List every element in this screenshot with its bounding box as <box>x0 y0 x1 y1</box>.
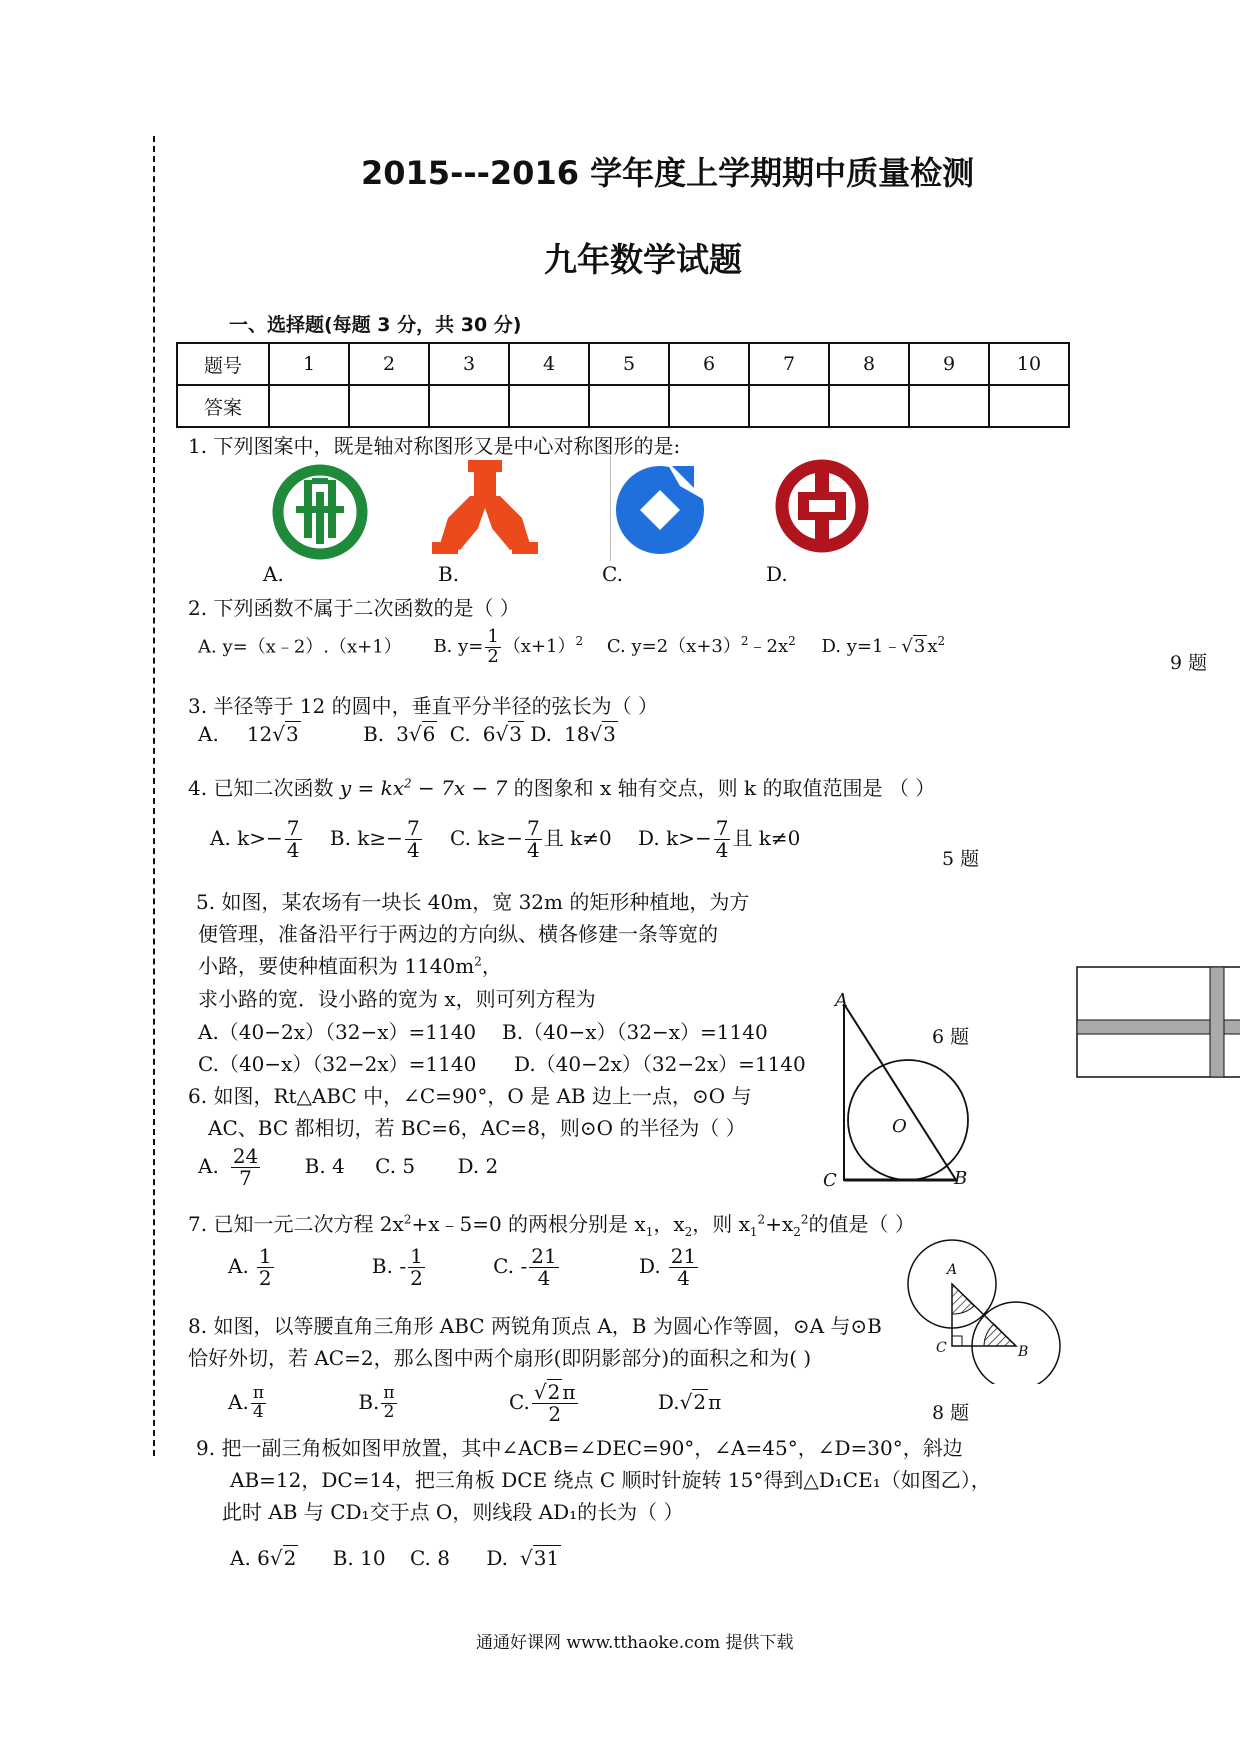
q1-logo-a-icon <box>270 462 370 562</box>
answer-cell[interactable] <box>269 385 349 427</box>
answer-table <box>176 342 1070 428</box>
answer-cell[interactable] <box>349 385 429 427</box>
fig6-label-a: A <box>835 990 848 1011</box>
q9-option-a: A. 6√2 <box>230 1546 297 1570</box>
binding-dashed-line <box>153 136 155 1456</box>
fig6-triangle-circle-diagram <box>820 990 980 1190</box>
q5-option-d: D.（40−2x）（32−2x）=1140 <box>514 1052 806 1076</box>
q4-formula: $y = kx^2 - 7x - 7$ <box>339 776 508 800</box>
q3-option-b: B. 3√6 <box>363 722 436 746</box>
answer-cell[interactable] <box>669 385 749 427</box>
q3-option-d: D. 18√3 <box>530 722 616 746</box>
q5-option-c: C.（40−x）（32−2x）=1140 <box>198 1052 477 1076</box>
fig5-label: 5 题 <box>942 848 980 870</box>
q5-option-b: B.（40−x）（32−x）=1140 <box>502 1020 768 1044</box>
table-header-cell: 答案 <box>177 385 269 427</box>
q9-option-d: D. √31 <box>486 1546 560 1570</box>
q6-option-b: B. 4 <box>304 1154 345 1178</box>
fig8-label: 8 题 <box>932 1402 970 1424</box>
answer-cell[interactable] <box>749 385 829 427</box>
q9-line3: 此时 AB 与 CD₁交于点 O，则线段 AD₁的长为（ ） <box>222 1500 684 1524</box>
q3-option-a: A. 12√3 <box>198 722 299 746</box>
q1-logo-b-icon <box>430 458 540 558</box>
q6-option-c: C. 5 <box>375 1154 416 1178</box>
table-cell: 6 <box>669 343 749 385</box>
q8-options <box>228 1382 721 1425</box>
q8-option-b: B. $\frac{\pi}{2}$ <box>358 1383 395 1422</box>
q2-stem: 2. 下列函数不属于二次函数的是（ ） <box>188 596 520 620</box>
q9-option-c: C. 8 <box>409 1546 450 1570</box>
q1-stem: 1. 下列图案中，既是轴对称图形又是中心对称图形的是: <box>188 434 681 458</box>
table-cell: 8 <box>829 343 909 385</box>
table-cell: 3 <box>429 343 509 385</box>
q1-logo-c-icon <box>610 456 710 556</box>
q3-options <box>198 722 618 746</box>
q7-option-b: B. - $\frac{1}{2}$ <box>371 1244 423 1290</box>
q3-option-c: C. 6√3 <box>449 722 522 746</box>
q4-stem: 4. 已知二次函数 $y = kx^2 - 7x - 7$ 的图象和 x 轴有交点，则 k 的取值范围是 （ ） <box>188 776 936 800</box>
q8-line2: 恰好外切，若 AC=2，那么图中两个扇形(即阴影部分)的面积之和为( ) <box>188 1346 812 1370</box>
section-heading: 一、选择题(每题 3 分，共 30 分) <box>229 314 522 336</box>
answer-cell[interactable] <box>429 385 509 427</box>
q5-option-a: A.（40−2x）（32−x）=1140 <box>198 1020 477 1044</box>
table-row <box>177 343 1069 385</box>
q1-option-b-label: B. <box>438 562 460 586</box>
q4-option-c: C. k≥− $\frac{7}{4}$ 且 k≠0 <box>450 816 612 862</box>
table-cell: 9 <box>909 343 989 385</box>
fig8-label-a: A <box>947 1262 958 1278</box>
answer-cell[interactable] <box>989 385 1069 427</box>
table-cell: 5 <box>589 343 669 385</box>
q6-line2: AC、BC 都相切，若 BC=6，AC=8，则⊙O 的半径为（ ） <box>208 1116 746 1140</box>
q3-stem: 3. 半径等于 12 的圆中，垂直平分半径的弦长为（ ） <box>188 694 658 718</box>
q6-line1: 6. 如图，Rt△ABC 中，∠C=90°，O 是 AB 边上一点，⊙O 与 <box>188 1084 752 1108</box>
q4-option-d: D. k>− $\frac{7}{4}$ 且 k≠0 <box>638 816 801 862</box>
q8-option-d: D.√2 π <box>657 1390 722 1414</box>
q4-option-a: A. k>− $\frac{7}{4}$ <box>210 816 300 862</box>
footer-text: 通通好课网 www.tthaoke.com 提供下载 <box>476 1633 794 1653</box>
fig6-label-o: O <box>892 1116 907 1137</box>
q9-line1: 9. 把一副三角板如图甲放置，其中∠ACB=∠DEC=90°，∠A=45°，∠D=30°，斜边 <box>196 1436 963 1460</box>
fig8-label-c: C <box>936 1340 947 1356</box>
q8-option-c: C. $\frac{√2 \pi}{2}$ <box>508 1380 576 1426</box>
q1-logo-d-icon <box>774 458 870 554</box>
q9-option-b: B. 10 <box>332 1546 386 1570</box>
q7-options <box>228 1246 700 1289</box>
page-title: 2015---2016 学年度上学期期中质量检测 <box>361 154 975 192</box>
q5-line2: 便管理，准备沿平行于两边的方向纵、横各修建一条等宽的 <box>198 922 718 946</box>
q9-options <box>230 1546 561 1570</box>
q6-option-d: D. 2 <box>457 1154 499 1178</box>
q2-option-d: D. y=1﹣√3 $x^2$ <box>821 634 946 658</box>
fig8-label-b: B <box>1018 1344 1029 1360</box>
fig8-two-circles-diagram <box>904 1234 1064 1384</box>
table-cell: 2 <box>349 343 429 385</box>
q7-option-c: C. - $\frac{21}{4}$ <box>493 1244 557 1290</box>
table-cell: 10 <box>989 343 1069 385</box>
q5-line4: 求小路的宽．设小路的宽为 x，则可列方程为 <box>198 987 596 1011</box>
q4-option-b: B. k≥− $\frac{7}{4}$ <box>329 816 420 862</box>
table-header-cell: 题号 <box>177 343 269 385</box>
answer-cell[interactable] <box>829 385 909 427</box>
table-row <box>177 385 1069 427</box>
fig9-label: 9 题 <box>1170 652 1208 674</box>
q2-options <box>198 628 945 667</box>
q7-option-a: A. $\frac{1}{2}$ <box>228 1244 272 1290</box>
table-cell: 7 <box>749 343 829 385</box>
q1-option-d-label: D. <box>766 562 788 586</box>
q1-option-c-label: C. <box>602 562 623 586</box>
table-cell: 4 <box>509 343 589 385</box>
q2-option-b: B. y= $\frac{1}{2}$ $(x+1)^2$ <box>433 626 584 667</box>
q2-option-a: A. y=（x﹣2）.（x+1） <box>198 636 402 658</box>
q1-logo-c-frame <box>610 456 611 561</box>
q2-option-c: C. $y=2(x+3)^2﹣2x^2$ <box>606 634 796 658</box>
q1-option-a-label: A. <box>263 562 284 586</box>
q4-options <box>210 818 800 861</box>
fig6-label-b: B <box>954 1168 968 1189</box>
q6-options <box>198 1146 498 1189</box>
q7-stem: 7. 已知一元二次方程 $2x^2+x﹣5=0$ 的两根分别是 $x_1$，$x_2$，则 $x_1^2+x_2^2$的值是（ ） <box>188 1212 915 1239</box>
q5-line1: 5. 如图，某农场有一块长 40m，宽 32m 的矩形种植地，为方 <box>196 890 750 914</box>
answer-cell[interactable] <box>509 385 589 427</box>
q5-line3: 小路，要使种植面积为 $1140m^2$， <box>198 954 502 978</box>
q9-line2: AB=12，DC=14，把三角板 DCE 绕点 C 顺时针旋转 15°得到△D₁CE₁（如图乙）， <box>230 1468 991 1492</box>
fig6-label: 6 题 <box>932 1026 970 1048</box>
q8-line1: 8. 如图，以等腰直角三角形 ABC 两锐角顶点 A，B 为圆心作等圆，⊙A 与⊙B <box>188 1314 882 1338</box>
answer-cell[interactable] <box>909 385 989 427</box>
q6-option-a: A. $\frac{24}{7}$ <box>198 1144 259 1190</box>
fig6-label-c: C <box>823 1170 837 1191</box>
page-subtitle: 九年数学试题 <box>544 240 742 279</box>
table-cell: 1 <box>269 343 349 385</box>
fig5-field-diagram <box>1076 966 1240 1080</box>
q8-option-a: A. $\frac{\pi}{4}$ <box>228 1383 264 1422</box>
q7-option-d: D. $\frac{21}{4}$ <box>639 1244 697 1290</box>
answer-cell[interactable] <box>589 385 669 427</box>
